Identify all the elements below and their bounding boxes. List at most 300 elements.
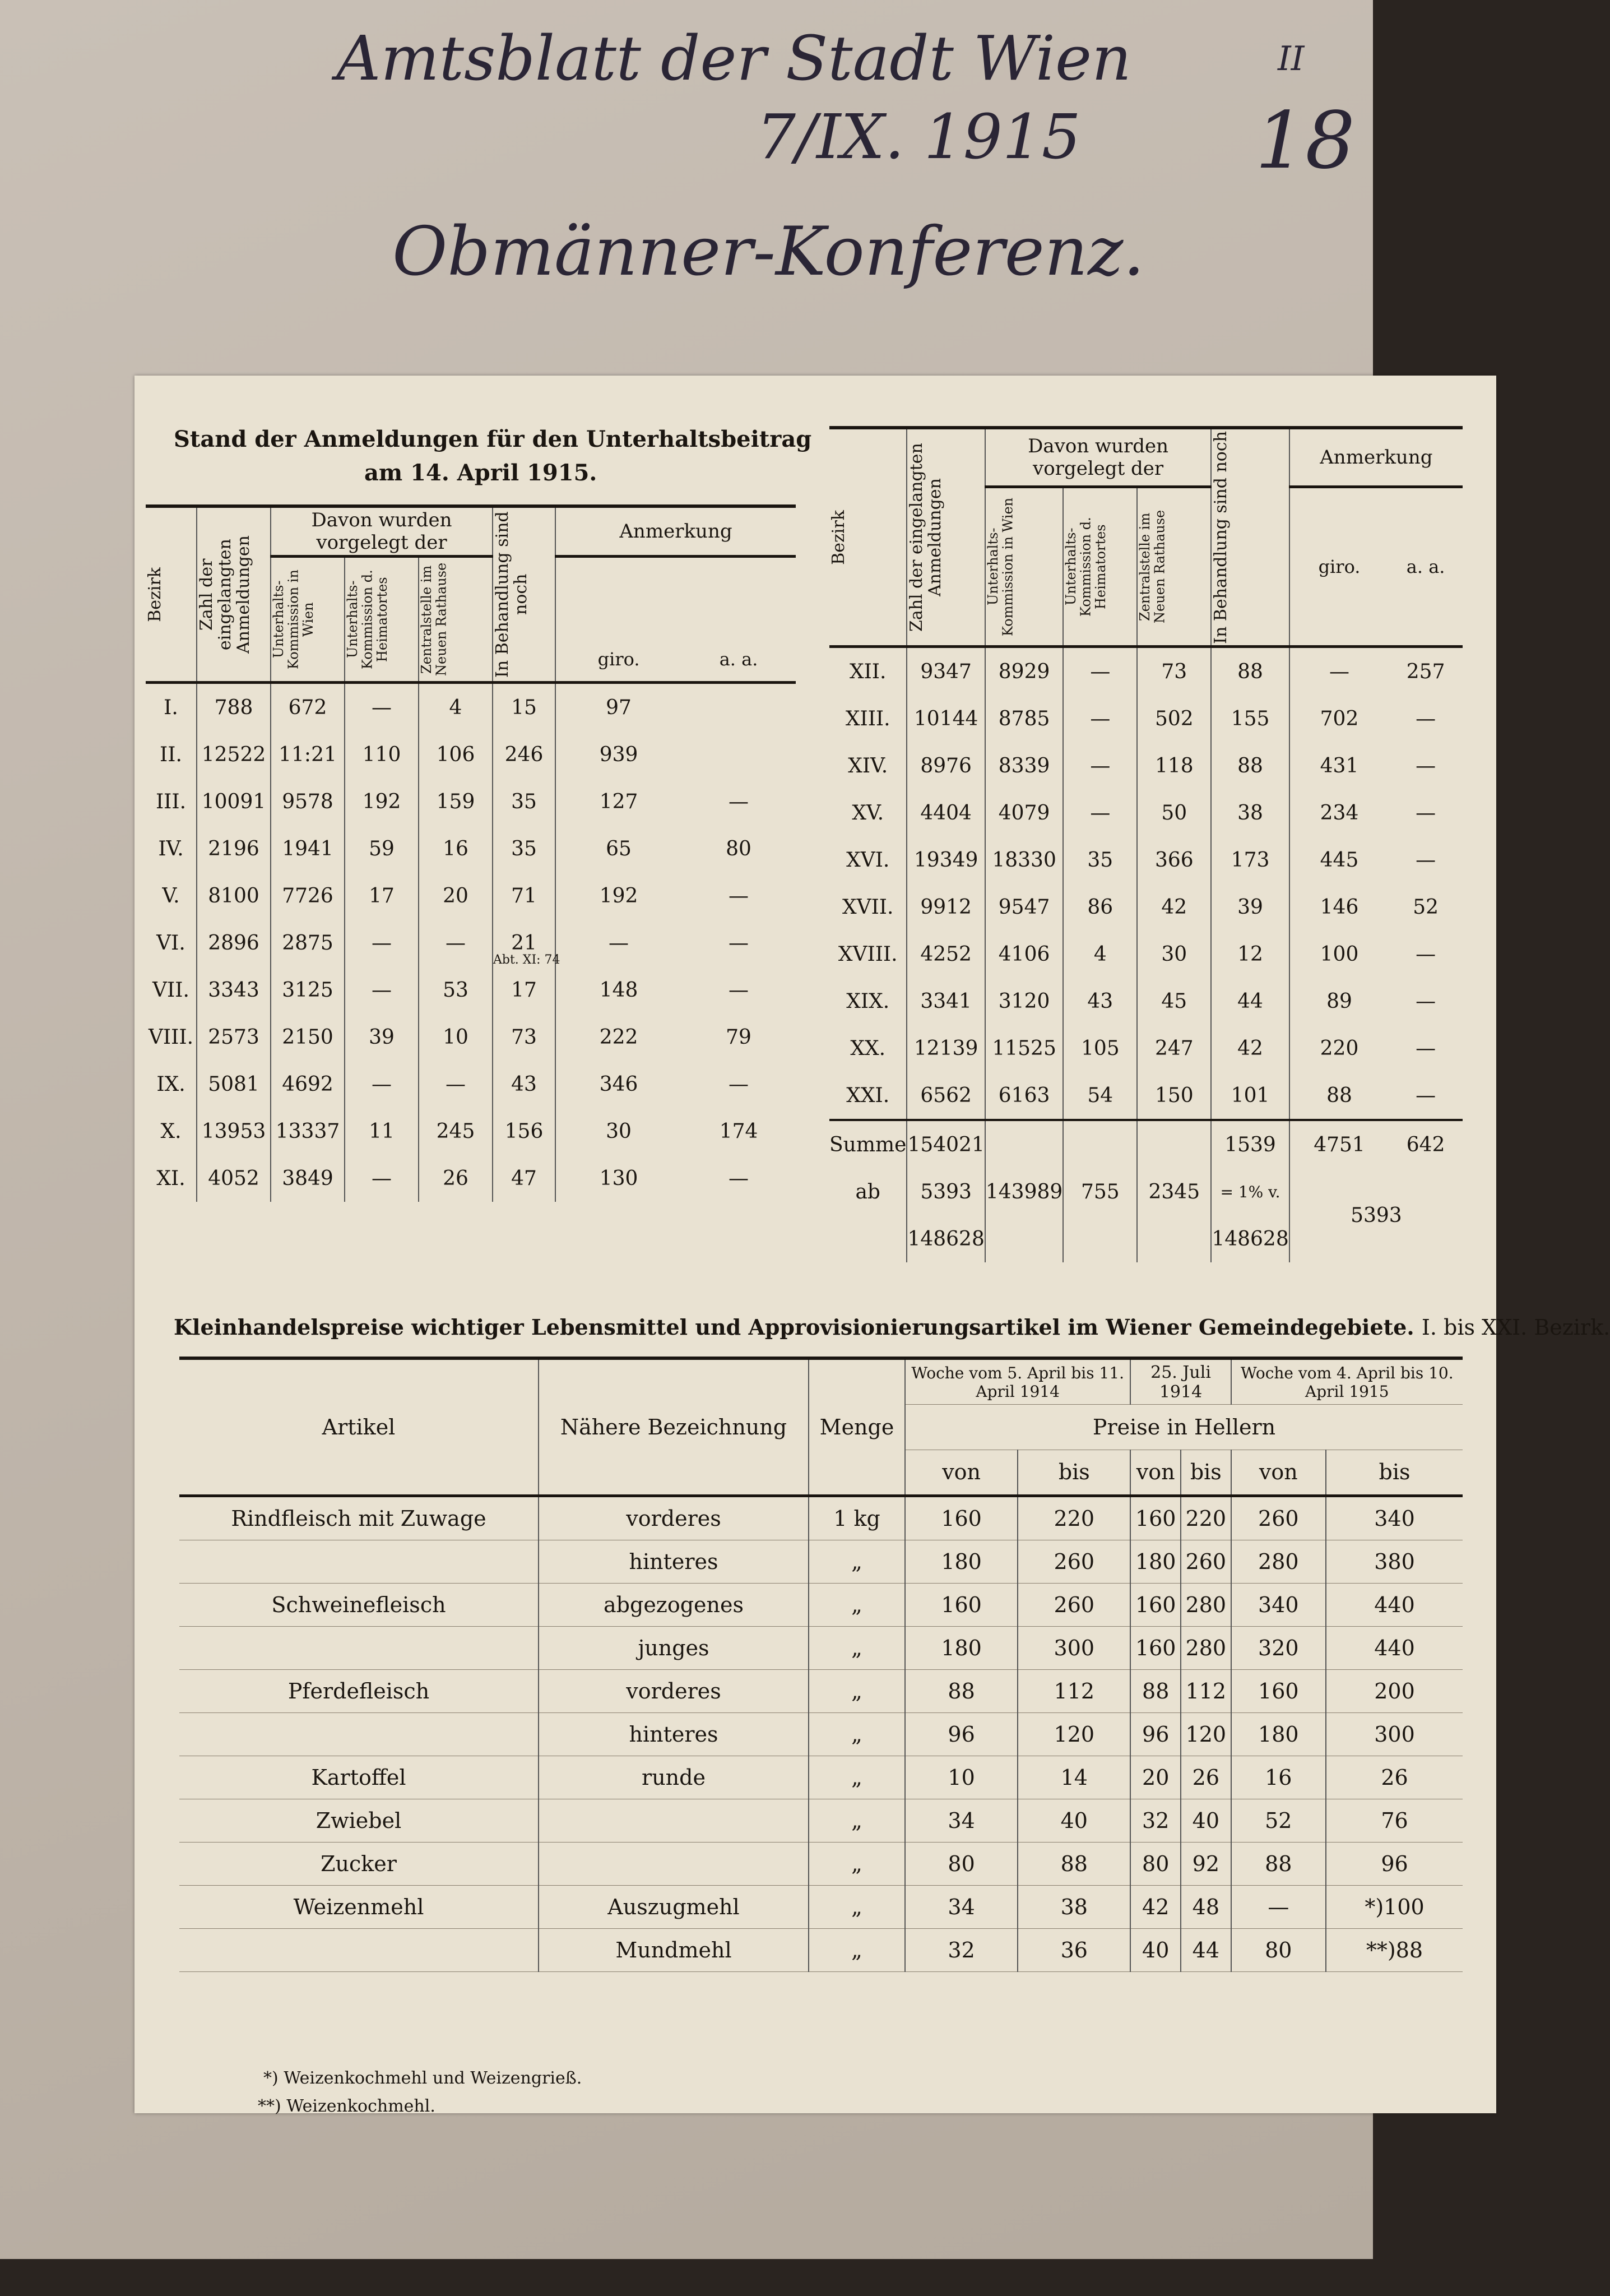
price-price-cell: 300 xyxy=(1018,1627,1130,1670)
price-price-cell: 220 xyxy=(1181,1496,1231,1540)
t1-cell: 4692 xyxy=(271,1061,345,1108)
t1-cell: 35 xyxy=(493,825,555,872)
t1-cell: 9578 xyxy=(271,778,345,825)
t2-cell: 155 xyxy=(1211,695,1289,742)
header-anmerkung: Anmerkung xyxy=(619,520,732,543)
t1-cell: — xyxy=(729,884,749,908)
t1-cell: 3125 xyxy=(271,966,345,1013)
price-price-cell: 96 xyxy=(905,1713,1018,1756)
t2-cell: 88 xyxy=(1326,1084,1352,1107)
t1-cell: 10091 xyxy=(197,778,271,825)
t2-cell: 10144 xyxy=(907,695,985,742)
t1-cell: 39 xyxy=(345,1013,419,1061)
t1-row xyxy=(146,872,796,919)
t2-cell: — xyxy=(1063,742,1137,789)
handwritten-heading: Obmänner-Konferenz. xyxy=(392,213,1145,291)
registrations-table-right xyxy=(829,426,1463,1262)
t2-cell: 30 xyxy=(1137,931,1211,978)
price-price-cell: 26 xyxy=(1326,1756,1463,1799)
price-menge-cell: „ xyxy=(809,1843,905,1886)
header-juli-1914: 25. Juli 1914 xyxy=(1130,1358,1231,1405)
header2-davon: Davon wurden vorgelegt der xyxy=(985,428,1211,487)
t2-cell: 88 xyxy=(1211,647,1289,696)
price-price-cell: 16 xyxy=(1231,1756,1326,1799)
header-preise: Preise in Hellern xyxy=(905,1405,1463,1450)
t1-row xyxy=(146,1155,796,1202)
t1-cell: VI. xyxy=(146,919,197,966)
price-price-cell: 112 xyxy=(1181,1670,1231,1713)
price-price-cell: 80 xyxy=(1130,1843,1181,1886)
t1-cell xyxy=(681,731,796,778)
price-price-cell: 88 xyxy=(1231,1843,1326,1886)
registrations-table-left xyxy=(146,504,796,1202)
price-price-cell: 48 xyxy=(1181,1886,1231,1929)
price-bez-cell: junges xyxy=(539,1627,809,1670)
price-price-cell: 120 xyxy=(1018,1713,1130,1756)
t1-cell: — xyxy=(345,1061,419,1108)
t2-cell: 52 xyxy=(1413,895,1439,919)
t2-cell: 9347 xyxy=(907,647,985,696)
t2-cell: 86 xyxy=(1063,883,1137,931)
t2-cell: 4 xyxy=(1063,931,1137,978)
header-bezeichnung: Nähere Bezeichnung xyxy=(539,1358,809,1496)
price-price-cell: 340 xyxy=(1326,1496,1463,1540)
percent-note: = 1% v. xyxy=(1211,1168,1289,1215)
t1-cell: 110 xyxy=(345,731,419,778)
t1-cell: 79 xyxy=(726,1025,751,1049)
header-woche-1915: Woche vom 4. April bis 10. April 1915 xyxy=(1231,1358,1463,1405)
t2-cell: 100 xyxy=(1320,942,1359,966)
header-zentral: Zentralstelle im Neuen Rathause xyxy=(419,562,449,677)
header2-anmerkung: Anmerkung xyxy=(1320,446,1433,469)
price-bez-cell: abgezogenes xyxy=(539,1584,809,1627)
header2-uk-wien: Unterhalts-Kommission in Wien xyxy=(985,497,1016,636)
price-price-cell: 88 xyxy=(1130,1670,1181,1713)
t1-cell: 2150 xyxy=(271,1013,345,1061)
table1-title-line1: Stand der Anmeldungen für den Unterhaltsbeitrag xyxy=(174,426,812,452)
t1-cell: I. xyxy=(146,683,197,732)
t1-cell: 4052 xyxy=(197,1155,271,1202)
price-price-cell: 180 xyxy=(1231,1713,1326,1756)
price-row xyxy=(179,1799,1463,1843)
t2-cell: 8976 xyxy=(907,742,985,789)
t2-cell: 445 xyxy=(1320,848,1359,872)
prices-title xyxy=(174,1314,1610,1340)
t2-cell: 4252 xyxy=(907,931,985,978)
price-price-cell: 10 xyxy=(905,1756,1018,1799)
price-price-cell: 160 xyxy=(1130,1496,1181,1540)
t1-cell: XI. xyxy=(146,1155,197,1202)
price-menge-cell: „ xyxy=(809,1929,905,1972)
price-artikel-cell: Zwiebel xyxy=(179,1799,539,1843)
t2-cell: XIV. xyxy=(829,742,907,789)
t1-cell: 11 xyxy=(345,1108,419,1155)
handwritten-date: 7/IX. 1915 xyxy=(757,101,1081,173)
t1-cell: — xyxy=(419,1061,493,1108)
t1-cell: 106 xyxy=(419,731,493,778)
t2-cell: 247 xyxy=(1137,1025,1211,1072)
t2-cell: — xyxy=(1063,789,1137,836)
table1-note-abt: Abt. XI: 74 xyxy=(493,953,560,967)
header-von-1: von xyxy=(905,1450,1018,1496)
t1-cell: — xyxy=(345,683,419,732)
price-artikel-cell: Rindfleisch mit Zuwage xyxy=(179,1496,539,1540)
t1-cell: 26 xyxy=(419,1155,493,1202)
price-bez-cell xyxy=(539,1843,809,1886)
t2-cell: 4079 xyxy=(985,789,1063,836)
prices-title-suffix: I. bis XXI. Bezirk. xyxy=(1421,1315,1610,1340)
header-zahl: Zahl der eingelangten Anmeldungen xyxy=(197,535,253,654)
t2-cell: — xyxy=(1416,989,1436,1013)
t1-cell: 5081 xyxy=(197,1061,271,1108)
price-price-cell: 40 xyxy=(1018,1799,1130,1843)
t2-cell: XXI. xyxy=(829,1072,907,1120)
t1-cell: 65 xyxy=(606,837,632,860)
table1-header-row xyxy=(146,506,796,557)
price-price-cell: 38 xyxy=(1018,1886,1130,1929)
table1-title-line2: am 14. April 1915. xyxy=(364,460,597,486)
price-artikel-cell: Schweinefleisch xyxy=(179,1584,539,1627)
price-row xyxy=(179,1713,1463,1756)
t1-cell xyxy=(681,683,796,732)
t2-cell: — xyxy=(1416,942,1436,966)
price-price-cell: 160 xyxy=(1130,1584,1181,1627)
t2-cell: 702 xyxy=(1320,707,1359,730)
t2-cell: 11525 xyxy=(985,1025,1063,1072)
t1-cell: 47 xyxy=(493,1155,555,1202)
price-artikel-cell: Kartoffel xyxy=(179,1756,539,1799)
t1-cell: — xyxy=(729,978,749,1002)
t1-row xyxy=(146,778,796,825)
t2-cell: XV. xyxy=(829,789,907,836)
t2-cell: XVII. xyxy=(829,883,907,931)
header-bezirk: Bezirk xyxy=(145,567,165,622)
price-price-cell: 76 xyxy=(1326,1799,1463,1843)
table2-summe-row xyxy=(829,1120,1463,1168)
summe-label: Summe xyxy=(829,1120,907,1168)
t2-cell: XIX. xyxy=(829,978,907,1025)
t2-cell: 50 xyxy=(1137,789,1211,836)
t1-cell: 192 xyxy=(345,778,419,825)
t1-cell: — xyxy=(419,919,493,966)
t2-cell: 150 xyxy=(1137,1072,1211,1120)
t2-cell: 4404 xyxy=(907,789,985,836)
t1-cell: 53 xyxy=(419,966,493,1013)
t2-cell: — xyxy=(1063,647,1137,696)
price-menge-cell: 1 kg xyxy=(809,1496,905,1540)
t1-cell: — xyxy=(345,966,419,1013)
t2-cell: 6163 xyxy=(985,1072,1063,1120)
header-davon: Davon wurden vorgelegt der xyxy=(271,506,493,557)
price-price-cell: 320 xyxy=(1231,1627,1326,1670)
t2-cell: 8339 xyxy=(985,742,1063,789)
prices-header-row-1 xyxy=(179,1358,1463,1405)
price-bez-cell: runde xyxy=(539,1756,809,1799)
t1-cell: 939 xyxy=(599,743,638,766)
header-bis-2: bis xyxy=(1181,1450,1231,1496)
t2-row xyxy=(829,742,1463,789)
t1-cell: — xyxy=(345,1155,419,1202)
price-price-cell: 160 xyxy=(1130,1627,1181,1670)
price-price-cell: 120 xyxy=(1181,1713,1231,1756)
header-uk-wien: Unterhalts-Kommission in Wien xyxy=(271,570,316,669)
t1-row xyxy=(146,731,796,778)
price-price-cell: 280 xyxy=(1181,1584,1231,1627)
t2-row xyxy=(829,931,1463,978)
price-price-cell: 160 xyxy=(905,1496,1018,1540)
header-artikel: Artikel xyxy=(179,1358,539,1496)
t1-cell: 788 xyxy=(197,683,271,732)
t2-cell: — xyxy=(1416,1084,1436,1107)
table2-header-row xyxy=(829,428,1463,487)
t2-cell: 88 xyxy=(1211,742,1289,789)
t1-cell: 127 xyxy=(599,790,638,813)
price-artikel-cell: Weizenmehl xyxy=(179,1886,539,1929)
anm-total: 5393 xyxy=(1351,1203,1402,1227)
uk-wien-total: 143989 xyxy=(985,1120,1063,1262)
price-price-cell: **)88 xyxy=(1326,1929,1463,1972)
t2-cell: — xyxy=(1063,695,1137,742)
t1-cell: 672 xyxy=(271,683,345,732)
price-price-cell: 14 xyxy=(1018,1756,1130,1799)
header-menge: Menge xyxy=(809,1358,905,1496)
t1-cell: — xyxy=(729,790,749,813)
price-price-cell: 380 xyxy=(1326,1540,1463,1584)
price-price-cell: 88 xyxy=(1018,1843,1130,1886)
t2-cell: 8785 xyxy=(985,695,1063,742)
price-menge-cell: „ xyxy=(809,1799,905,1843)
t1-row xyxy=(146,966,796,1013)
t1-cell: 192 xyxy=(599,884,638,908)
t2-cell: 19349 xyxy=(907,836,985,883)
t2-cell: — xyxy=(1416,801,1436,825)
t2-cell: — xyxy=(1329,660,1349,683)
price-price-cell: 180 xyxy=(905,1540,1018,1584)
t2-cell: 43 xyxy=(1063,978,1137,1025)
t1-cell: 15 xyxy=(493,683,555,732)
t2-cell: 146 xyxy=(1320,895,1359,919)
price-artikel-cell: Pferdefleisch xyxy=(179,1670,539,1713)
t2-cell: 39 xyxy=(1211,883,1289,931)
header2-aa: a. a. xyxy=(1406,556,1445,577)
t2-cell: 105 xyxy=(1063,1025,1137,1072)
price-price-cell: 220 xyxy=(1018,1496,1130,1540)
t2-cell: — xyxy=(1416,848,1436,872)
t1-cell: 4 xyxy=(419,683,493,732)
t1-cell: III. xyxy=(146,778,197,825)
price-row xyxy=(179,1496,1463,1540)
t1-cell: 12522 xyxy=(197,731,271,778)
t1-row xyxy=(146,683,796,732)
t1-cell: 1941 xyxy=(271,825,345,872)
price-artikel-cell xyxy=(179,1540,539,1584)
uk-heimat-total: 755 xyxy=(1063,1120,1137,1262)
t1-cell: V. xyxy=(146,872,197,919)
t1-cell: 30 xyxy=(606,1119,632,1143)
price-row xyxy=(179,1843,1463,1886)
t1-cell: VII. xyxy=(146,966,197,1013)
price-price-cell: 40 xyxy=(1181,1799,1231,1843)
price-menge-cell: „ xyxy=(809,1756,905,1799)
price-price-cell: 34 xyxy=(905,1799,1018,1843)
t2-row xyxy=(829,789,1463,836)
price-price-cell: 260 xyxy=(1231,1496,1326,1540)
t2-cell: 118 xyxy=(1137,742,1211,789)
price-bez-cell: hinteres xyxy=(539,1713,809,1756)
price-price-cell: 180 xyxy=(1130,1540,1181,1584)
t2-cell: 3341 xyxy=(907,978,985,1025)
header2-giro: giro. xyxy=(1318,556,1361,577)
table2-body xyxy=(829,647,1463,1121)
price-price-cell: 340 xyxy=(1231,1584,1326,1627)
price-price-cell: 96 xyxy=(1130,1713,1181,1756)
t2-row xyxy=(829,1025,1463,1072)
t2-cell: 44 xyxy=(1211,978,1289,1025)
price-price-cell: 260 xyxy=(1018,1540,1130,1584)
price-price-cell: 180 xyxy=(905,1627,1018,1670)
t1-cell: 73 xyxy=(493,1013,555,1061)
t2-row xyxy=(829,647,1463,696)
t1-cell: 13953 xyxy=(197,1108,271,1155)
t1-cell: — xyxy=(345,919,419,966)
price-artikel-cell xyxy=(179,1713,539,1756)
table1-title xyxy=(174,426,811,452)
price-menge-cell: „ xyxy=(809,1886,905,1929)
price-price-cell: 280 xyxy=(1231,1540,1326,1584)
price-row xyxy=(179,1929,1463,1972)
t2-cell: 6562 xyxy=(907,1072,985,1120)
t1-cell: 97 xyxy=(606,696,632,719)
footnote-2: **) Weizenkochmehl. xyxy=(258,2096,435,2116)
price-price-cell: 20 xyxy=(1130,1756,1181,1799)
t2-cell: 18330 xyxy=(985,836,1063,883)
t1-cell: 156 xyxy=(493,1108,555,1155)
price-price-cell: 32 xyxy=(905,1929,1018,1972)
t2-cell: 431 xyxy=(1320,754,1359,777)
t2-cell: 9547 xyxy=(985,883,1063,931)
price-price-cell: 200 xyxy=(1326,1670,1463,1713)
price-row xyxy=(179,1627,1463,1670)
t1-cell: 80 xyxy=(726,837,751,860)
t2-cell: 35 xyxy=(1063,836,1137,883)
price-artikel-cell: Zucker xyxy=(179,1843,539,1886)
t1-cell: 2573 xyxy=(197,1013,271,1061)
t2-cell: 9912 xyxy=(907,883,985,931)
header-bis-3: bis xyxy=(1326,1450,1463,1496)
t2-cell: 38 xyxy=(1211,789,1289,836)
t1-cell: 174 xyxy=(719,1119,758,1143)
behandlung-total: 1539 xyxy=(1211,1120,1289,1168)
t2-cell: 89 xyxy=(1326,989,1352,1013)
price-price-cell: 80 xyxy=(905,1843,1018,1886)
t1-cell: 16 xyxy=(419,825,493,872)
t2-cell: 42 xyxy=(1137,883,1211,931)
header2-zentral: Zentralstelle im Neuen Rathause xyxy=(1137,510,1168,624)
t2-cell: 42 xyxy=(1211,1025,1289,1072)
t1-cell: 2875 xyxy=(271,919,345,966)
price-price-cell: 40 xyxy=(1130,1929,1181,1972)
t2-cell: 12 xyxy=(1211,931,1289,978)
price-price-cell: 440 xyxy=(1326,1584,1463,1627)
price-price-cell: 80 xyxy=(1231,1929,1326,1972)
t1-cell: 2196 xyxy=(197,825,271,872)
giro-total: 4751 xyxy=(1314,1133,1365,1156)
price-row xyxy=(179,1540,1463,1584)
header-behandlung: In Behandlung sind noch xyxy=(493,511,531,678)
t1-cell: 17 xyxy=(345,872,419,919)
t1-cell: 3849 xyxy=(271,1155,345,1202)
t1-cell: 7726 xyxy=(271,872,345,919)
t2-cell: XIII. xyxy=(829,695,907,742)
t2-cell: 45 xyxy=(1137,978,1211,1025)
t1-row xyxy=(146,1061,796,1108)
t1-cell: 20 xyxy=(419,872,493,919)
t1-cell: 71 xyxy=(493,872,555,919)
t1-row xyxy=(146,919,796,966)
header-aa: a. a. xyxy=(719,649,758,670)
t1-cell: — xyxy=(729,1072,749,1096)
ab-value: 5393 xyxy=(907,1168,985,1215)
t2-cell: — xyxy=(1416,754,1436,777)
t1-cell: IX. xyxy=(146,1061,197,1108)
price-menge-cell: „ xyxy=(809,1584,905,1627)
ab-label: ab xyxy=(829,1168,907,1215)
t2-cell: 73 xyxy=(1137,647,1211,696)
price-row xyxy=(179,1670,1463,1713)
price-bez-cell xyxy=(539,1799,809,1843)
price-price-cell: 96 xyxy=(1326,1843,1463,1886)
price-price-cell: 160 xyxy=(905,1584,1018,1627)
header-von-2: von xyxy=(1130,1450,1181,1496)
handwritten-number-roman: II xyxy=(1278,39,1305,78)
price-row xyxy=(179,1756,1463,1799)
t1-row xyxy=(146,825,796,872)
t1-cell: 2896 xyxy=(197,919,271,966)
price-price-cell: 52 xyxy=(1231,1799,1326,1843)
t1-cell: 245 xyxy=(419,1108,493,1155)
price-menge-cell: „ xyxy=(809,1713,905,1756)
t2-row xyxy=(829,1072,1463,1120)
t1-cell: 35 xyxy=(493,778,555,825)
price-bez-cell: Auszugmehl xyxy=(539,1886,809,1929)
header-von-3: von xyxy=(1231,1450,1326,1496)
t1-cell: 159 xyxy=(419,778,493,825)
price-bez-cell: hinteres xyxy=(539,1540,809,1584)
header-uk-heimat: Unterhalts-Kommission d. Heimatortes xyxy=(345,570,390,669)
price-price-cell: 44 xyxy=(1181,1929,1231,1972)
t1-cell: IV. xyxy=(146,825,197,872)
t1-cell: 8100 xyxy=(197,872,271,919)
price-row xyxy=(179,1886,1463,1929)
t2-cell: 502 xyxy=(1137,695,1211,742)
price-price-cell: 160 xyxy=(1231,1670,1326,1713)
t2-cell: 12139 xyxy=(907,1025,985,1072)
t2-row xyxy=(829,883,1463,931)
header-bis-1: bis xyxy=(1018,1450,1130,1496)
t1-cell: 21 xyxy=(493,919,555,966)
price-price-cell: 34 xyxy=(905,1886,1018,1929)
t2-cell: XX. xyxy=(829,1025,907,1072)
price-price-cell: 260 xyxy=(1018,1584,1130,1627)
t1-cell: 246 xyxy=(493,731,555,778)
t1-cell: — xyxy=(729,1166,749,1190)
zentral-total: 2345 xyxy=(1137,1120,1211,1262)
t1-cell: 3343 xyxy=(197,966,271,1013)
t1-cell: VIII. xyxy=(146,1013,197,1061)
t2-cell: 8929 xyxy=(985,647,1063,696)
price-price-cell: 112 xyxy=(1018,1670,1130,1713)
t1-cell: 222 xyxy=(599,1025,638,1049)
